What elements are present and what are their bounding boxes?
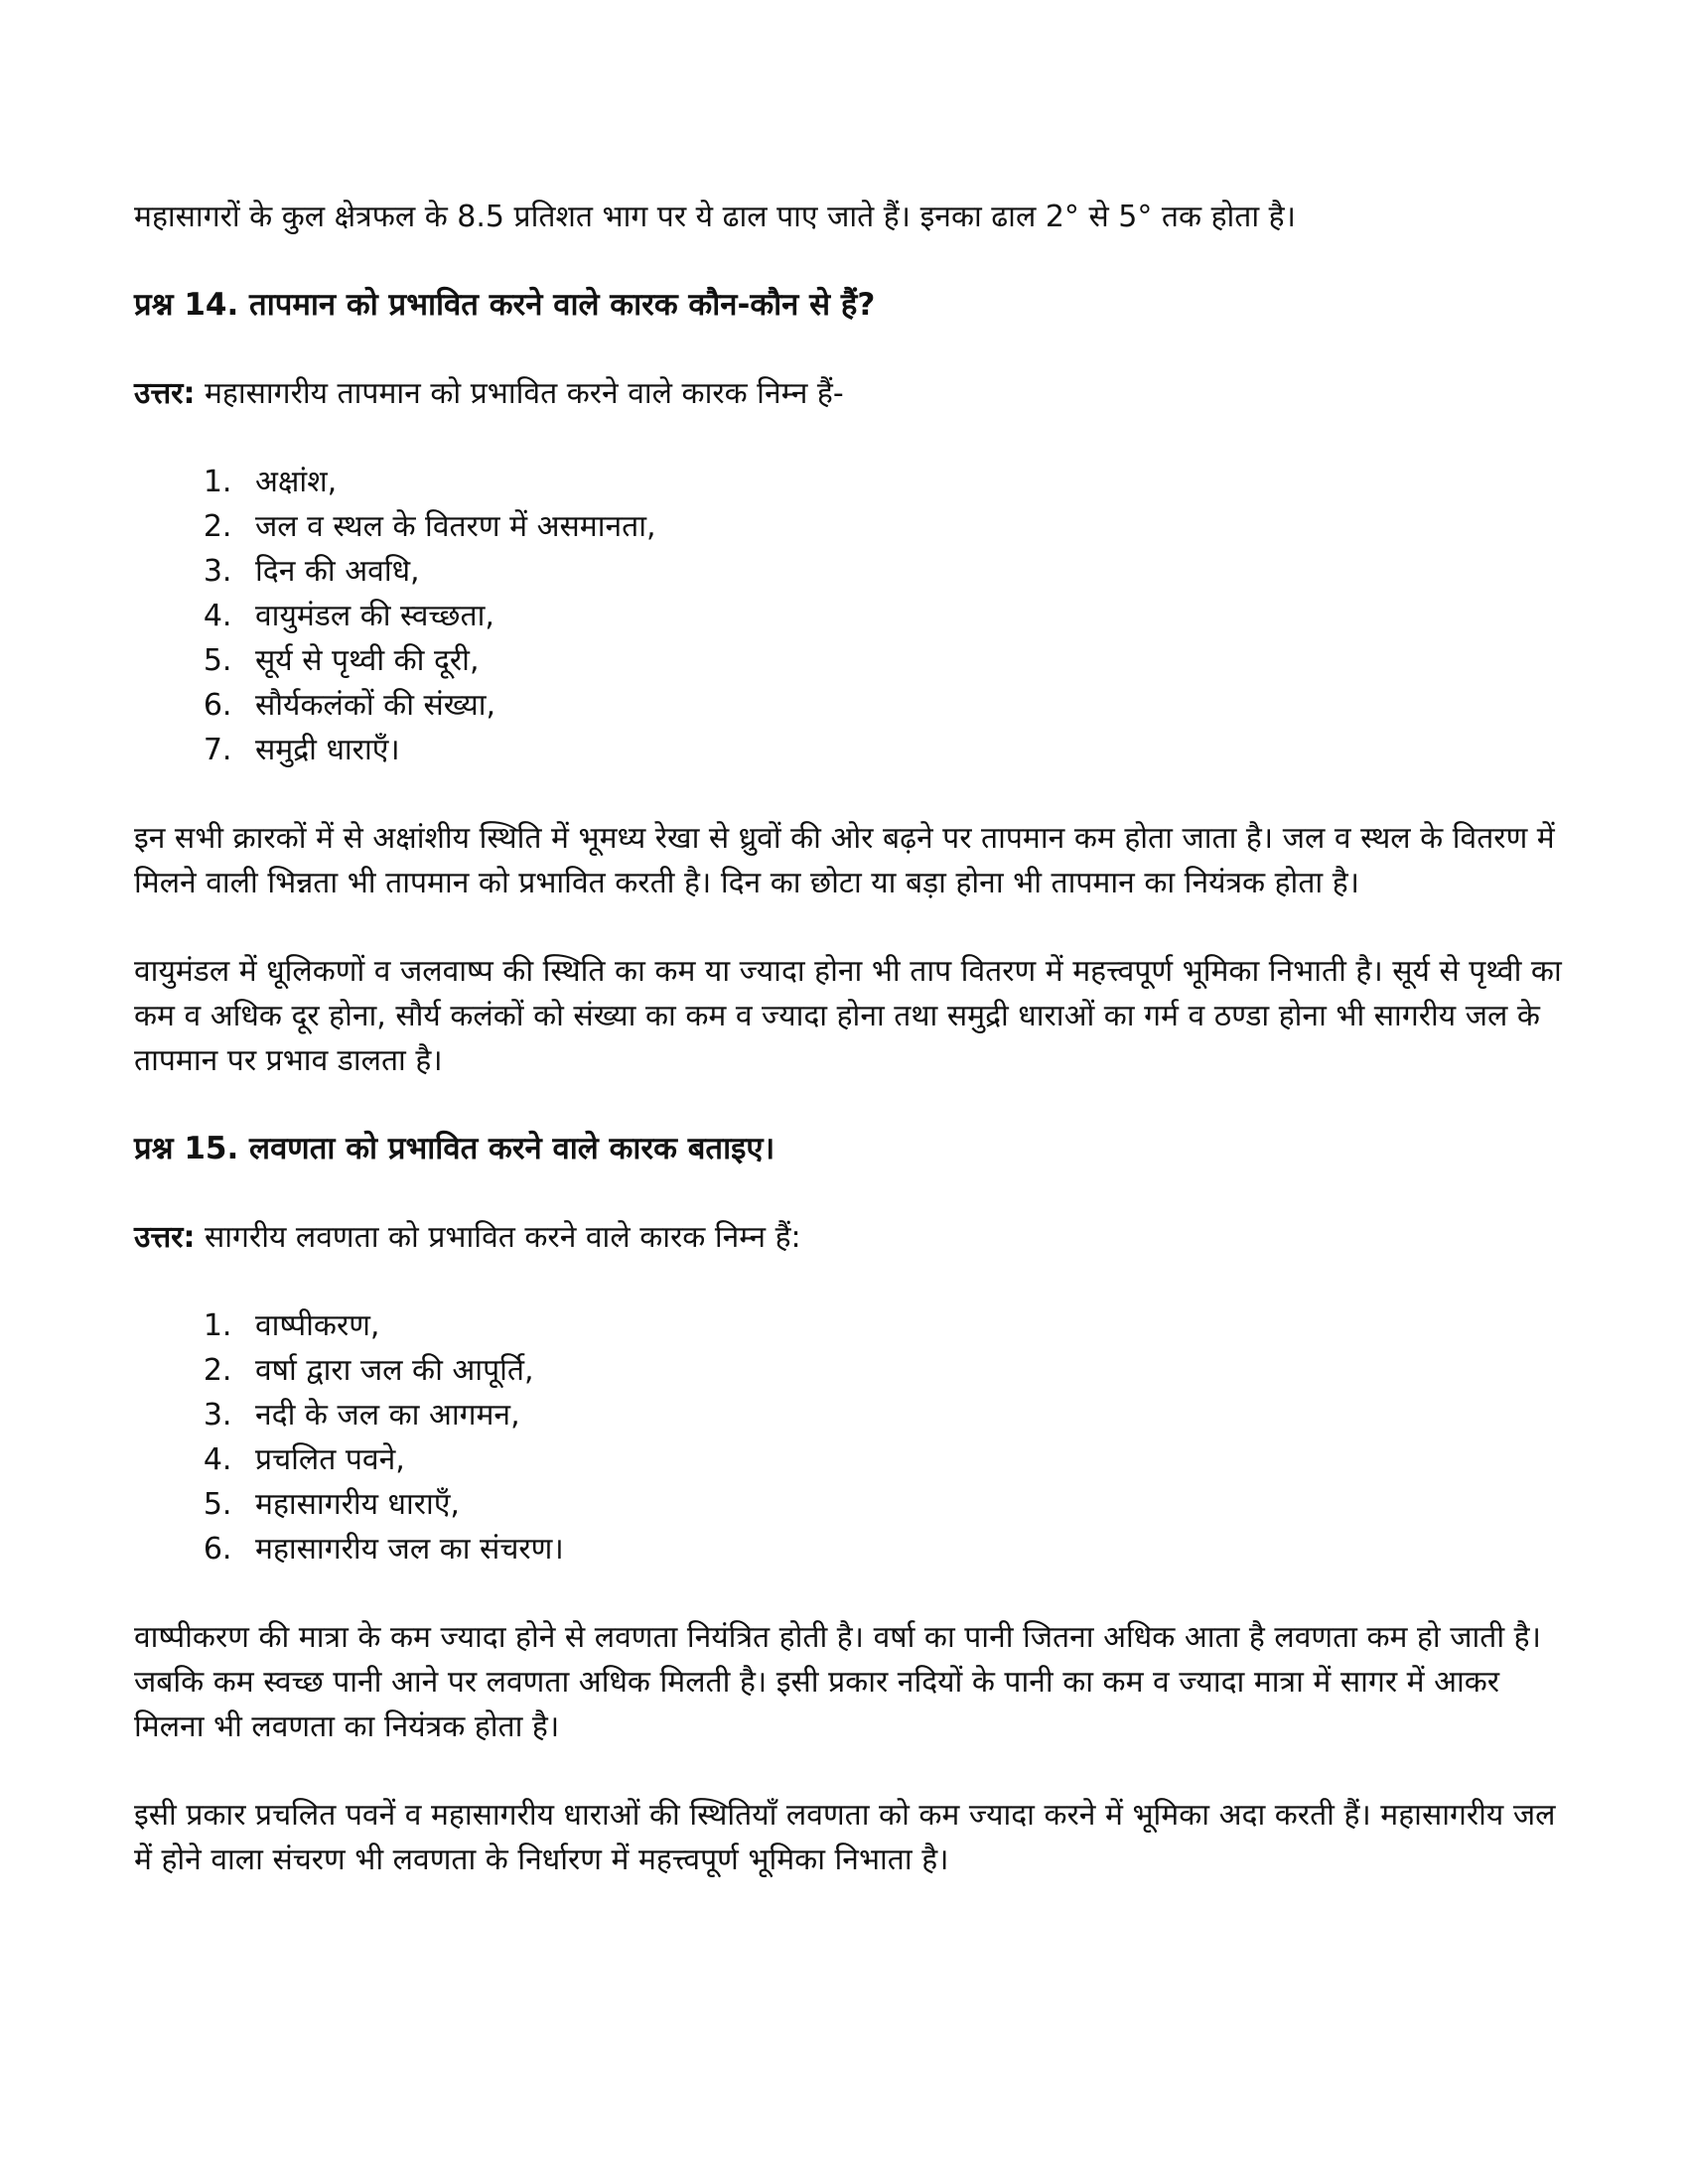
answer-14-paragraph-1: इन सभी क्रारकों में से अक्षांशीय स्थिति में भूमध्य रेखा से ध्रुवों की ओर बढ़ने पर तापमान कम होता जाता है। जल व स्थल के वितरण में मिलने वाली भिन्नता भी तापमान को प्रभावित करती है। दिन का छोटा या बड़ा होना भी तापमान का नियंत्रक होता है। <box>134 821 1555 900</box>
answer-15-paragraph-1: वाष्पीकरण की मात्रा के कम ज्यादा होने से लवणता नियंत्रित होती है। वर्षा का पानी जितना अधिक आता है लवणता कम हो जाती है। जबकि कम स्वच्छ पानी आने पर लवणता अधिक मिलती है। इसी प्रकार नदियों के पानी का कम व ज्यादा मात्रा में सागर में आकर मिलना भी लवणता का नियंत्रक होता है। <box>134 1620 1541 1744</box>
document-body <box>134 195 1564 1882</box>
salinity-factors-list <box>134 1303 1564 1571</box>
list-item: 6. सौर्यकलंकों की संख्या, <box>241 683 1564 728</box>
answer-label: उत्तर: <box>134 376 196 411</box>
temperature-factors-list <box>134 460 1564 772</box>
answer-label: उत्तर: <box>134 1220 196 1255</box>
answer-14-intro <box>134 371 1564 416</box>
intro-paragraph: महासागरों के कुल क्षेत्रफल के 8.5 प्रतिशत भाग पर ये ढाल पाए जाते हैं। इनका ढाल 2° से 5° तक होता है। <box>134 200 1296 234</box>
list-item: 2. वर्षा द्वारा जल की आपूर्ति, <box>241 1348 1564 1393</box>
list-item: 2. जल व स्थल के वितरण में असमानता, <box>241 504 1564 549</box>
list-item: 1. अक्षांश, <box>241 460 1564 504</box>
list-item: 7. समुद्री धाराएँ। <box>241 728 1564 772</box>
list-item: 4. वायुमंडल की स्वच्छता, <box>241 594 1564 638</box>
list-item: 3. नदी के जल का आगमन, <box>241 1393 1564 1437</box>
answer-15-intro <box>134 1215 1564 1260</box>
answer-intro-text: सागरीय लवणता को प्रभावित करने वाले कारक निम्न हैं: <box>204 1220 801 1255</box>
list-item: 5. सूर्य से पृथ्वी की दूरी, <box>241 638 1564 683</box>
answer-intro-text: महासागरीय तापमान को प्रभावित करने वाले कारक निम्न हैं- <box>204 376 844 411</box>
list-item: 3. दिन की अवधि, <box>241 549 1564 594</box>
list-item: 4. प्रचलित पवने, <box>241 1437 1564 1482</box>
list-item: 5. महासागरीय धाराएँ, <box>241 1482 1564 1527</box>
list-item: 6. महासागरीय जल का संचरण। <box>241 1527 1564 1571</box>
question-15-heading: प्रश्न 15. लवणता को प्रभावित करने वाले कारक बताइए। <box>134 1131 775 1166</box>
answer-14-paragraph-2: वायुमंडल में धूलिकणों व जलवाष्प की स्थिति का कम या ज्यादा होना भी ताप वितरण में महत्त्वपूर्ण भूमिका निभाती है। सूर्य से पृथ्वी का कम व अधिक दूर होना, सौर्य कलंकों को संख्या का कम व ज्यादा होना तथा समुद्री धाराओं का गर्म व ठण्डा होना भी सागरीय जल के तापमान पर प्रभाव डालता है। <box>134 954 1562 1078</box>
question-14-heading: प्रश्न 14. तापमान को प्रभावित करने वाले कारक कौन-कौन से हैं? <box>134 287 876 323</box>
list-item: 1. वाष्पीकरण, <box>241 1303 1564 1348</box>
answer-15-paragraph-2: इसी प्रकार प्रचलित पवनें व महासागरीय धाराओं की स्थितियाँ लवणता को कम ज्यादा करने में भूमिका अदा करती हैं। महासागरीय जल में होने वाला संचरण भी लवणता के निर्धारण में महत्त्वपूर्ण भूमिका निभाता है। <box>134 1798 1556 1877</box>
